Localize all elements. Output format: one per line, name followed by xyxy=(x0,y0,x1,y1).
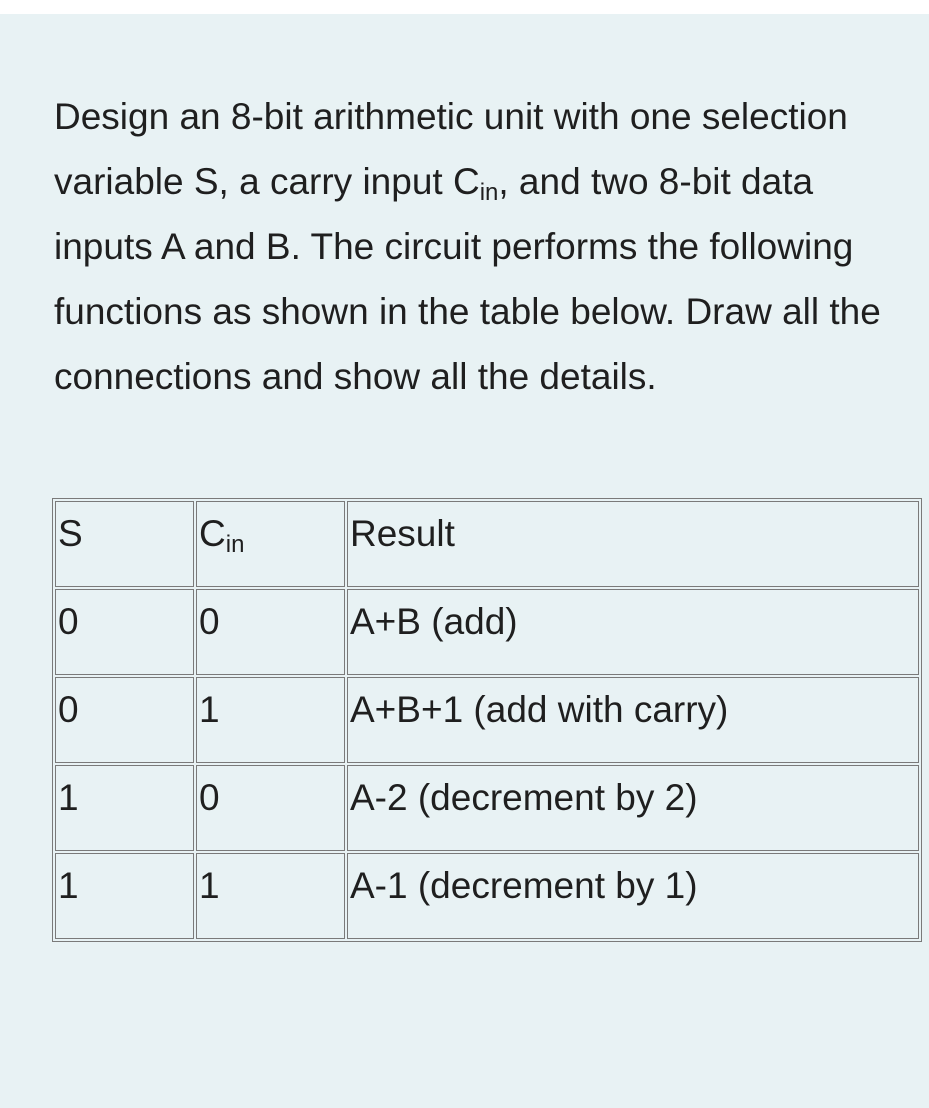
header-result: Result xyxy=(347,501,919,587)
cell-cin: 0 xyxy=(196,765,345,851)
header-s: S xyxy=(55,501,194,587)
header-cin-base: C xyxy=(199,513,226,554)
cin-subscript: in xyxy=(479,179,499,206)
header-cin xyxy=(196,501,345,587)
cell-cin: 0 xyxy=(196,589,345,675)
problem-text-part1: Design an 8-bit arithmetic unit with one selection variable S, a carry input C xyxy=(54,96,848,202)
header-cin-sub: in xyxy=(225,531,245,558)
cell-result: A-2 (decrement by 2) xyxy=(347,765,919,851)
cell-s: 0 xyxy=(55,589,194,675)
question-panel xyxy=(0,14,929,1108)
cell-cin: 1 xyxy=(196,853,345,939)
table-header-row xyxy=(55,501,919,587)
table-row xyxy=(55,765,919,851)
cell-s: 1 xyxy=(55,765,194,851)
problem-statement xyxy=(54,84,914,409)
cell-result: A+B+1 (add with carry) xyxy=(347,677,919,763)
cell-result: A+B (add) xyxy=(347,589,919,675)
cell-s: 1 xyxy=(55,853,194,939)
function-table xyxy=(52,498,922,942)
cell-result: A-1 (decrement by 1) xyxy=(347,853,919,939)
problem-text-part2: , and two 8-bit data inputs A and B. The circuit performs the following functions as shown in the table below. Draw all the connections and show all the details. xyxy=(54,161,881,397)
table-row xyxy=(55,677,919,763)
cell-s: 0 xyxy=(55,677,194,763)
table-row xyxy=(55,853,919,939)
cell-cin: 1 xyxy=(196,677,345,763)
table-row xyxy=(55,589,919,675)
